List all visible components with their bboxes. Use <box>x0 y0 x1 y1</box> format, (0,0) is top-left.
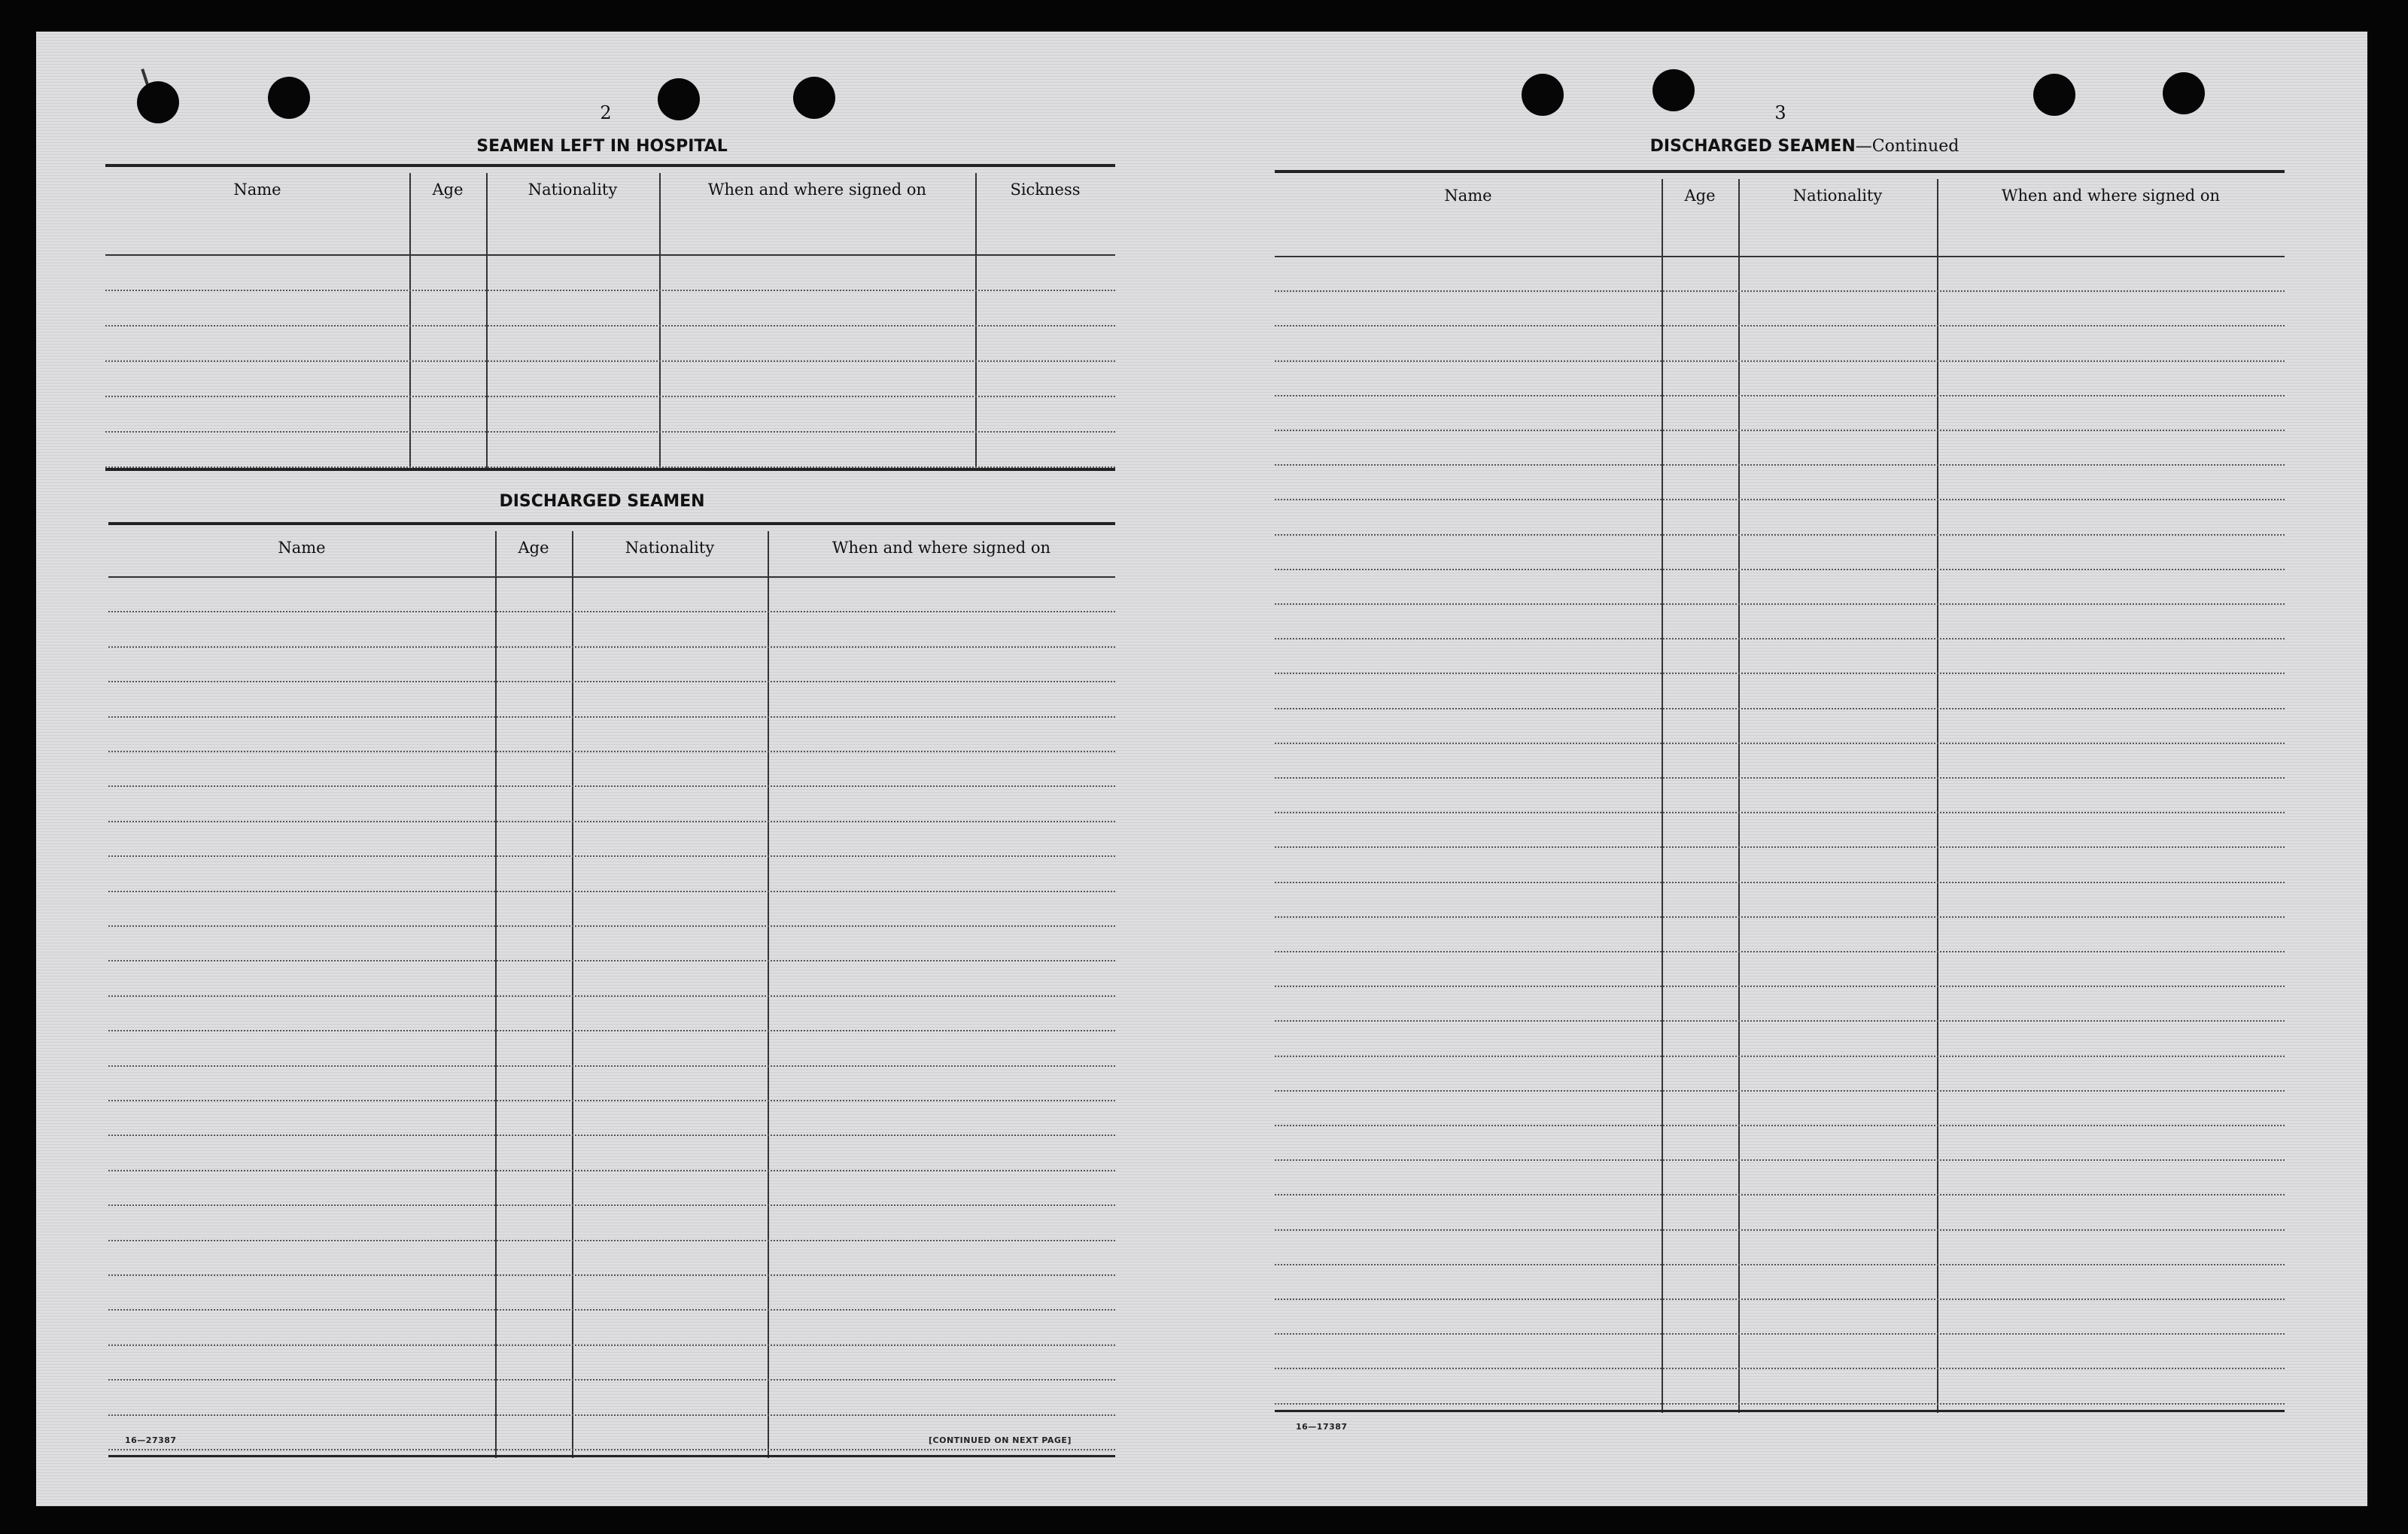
title-rule <box>108 522 1115 525</box>
table-row[interactable] <box>1275 430 2285 431</box>
table-row[interactable] <box>105 360 1115 362</box>
table-row[interactable] <box>1275 1403 2285 1405</box>
table-row[interactable] <box>108 821 1115 822</box>
table-row[interactable] <box>108 855 1115 857</box>
table-row[interactable] <box>1275 499 2285 500</box>
column-header-name: Name <box>1444 187 1492 205</box>
table-row[interactable] <box>1275 986 2285 987</box>
column-header-sickness: Sickness <box>1010 181 1081 199</box>
table-row[interactable] <box>108 1309 1115 1311</box>
column-header-name: Name <box>278 539 326 557</box>
punch-hole <box>137 81 179 123</box>
column-header-when-and-where-signed-on: When and where signed on <box>707 181 927 199</box>
header-rule <box>105 254 1115 256</box>
table-row[interactable] <box>108 1170 1115 1171</box>
table-row[interactable] <box>1275 777 2285 779</box>
table-row[interactable] <box>105 396 1115 397</box>
table-row[interactable] <box>1275 846 2285 848</box>
table-row[interactable] <box>108 1204 1115 1206</box>
table-row[interactable] <box>108 995 1115 997</box>
table-row[interactable] <box>1275 638 2285 639</box>
table-row[interactable] <box>1275 1333 2285 1335</box>
discharged-continued-title <box>1503 137 2105 156</box>
table-row[interactable] <box>1275 1194 2285 1195</box>
table-row[interactable] <box>105 290 1115 291</box>
table-row[interactable] <box>1275 673 2285 674</box>
table-row[interactable] <box>1275 290 2285 292</box>
column-header-when-and-where-signed-on: When and where signed on <box>2001 187 2221 205</box>
table-row[interactable] <box>108 611 1115 612</box>
column-divider <box>659 173 661 471</box>
punch-hole <box>1652 69 1695 111</box>
table-row[interactable] <box>1275 325 2285 327</box>
table-row[interactable] <box>108 1414 1115 1416</box>
column-divider <box>1662 179 1663 1413</box>
column-header-name: Name <box>233 181 281 199</box>
punch-hole <box>1522 74 1564 116</box>
continued-suffix: —Continued <box>1855 137 1960 156</box>
column-header-age: Age <box>1684 187 1716 205</box>
table-row[interactable] <box>1275 812 2285 813</box>
table-row[interactable] <box>108 1240 1115 1241</box>
table-row[interactable] <box>1275 1125 2285 1126</box>
table-row[interactable] <box>108 1030 1115 1031</box>
table-row[interactable] <box>1275 569 2285 570</box>
table-row[interactable] <box>105 325 1115 327</box>
form-number: 16—17387 <box>1296 1422 1348 1432</box>
table-row[interactable] <box>1275 1264 2285 1265</box>
form-sheet <box>36 32 2367 1506</box>
column-divider <box>1937 179 1938 1413</box>
table-row[interactable] <box>1275 360 2285 362</box>
title-rule <box>1275 170 2285 173</box>
continued-note: [CONTINUED ON NEXT PAGE] <box>929 1435 1072 1445</box>
column-header-age: Age <box>432 181 464 199</box>
table-row[interactable] <box>1275 882 2285 883</box>
column-header-nationality: Nationality <box>625 539 715 557</box>
table-row[interactable] <box>108 1065 1115 1067</box>
column-header-when-and-where-signed-on: When and where signed on <box>832 539 1051 557</box>
table-row[interactable] <box>1275 1299 2285 1300</box>
table-row[interactable] <box>108 716 1115 718</box>
table-row[interactable] <box>108 681 1115 682</box>
table-row[interactable] <box>1275 1020 2285 1022</box>
table-row[interactable] <box>1275 743 2285 744</box>
table-row[interactable] <box>1275 1229 2285 1231</box>
column-divider <box>975 173 977 471</box>
header-rule <box>108 576 1115 578</box>
hospital-section-title: SEAMEN LEFT IN HOSPITAL <box>476 137 728 156</box>
column-divider <box>1738 179 1740 1413</box>
discharged-table-right <box>1275 179 2285 1413</box>
table-row[interactable] <box>108 1449 1115 1450</box>
punch-hole <box>268 77 310 119</box>
table-row[interactable] <box>108 1379 1115 1381</box>
column-divider <box>409 173 411 471</box>
table-row[interactable] <box>1275 534 2285 536</box>
table-row[interactable] <box>108 925 1115 927</box>
bottom-rule <box>108 1455 1115 1457</box>
column-header-nationality: Nationality <box>528 181 618 199</box>
table-row[interactable] <box>1275 1159 2285 1161</box>
page-number: 2 <box>600 102 612 123</box>
header-rule <box>1275 256 2285 257</box>
table-row[interactable] <box>1275 603 2285 605</box>
punch-hole <box>658 78 700 120</box>
table-row[interactable] <box>1275 1090 2285 1092</box>
table-row[interactable] <box>108 1274 1115 1276</box>
table-row[interactable] <box>1275 951 2285 952</box>
discharged-title-main: DISCHARGED SEAMEN <box>1649 137 1856 156</box>
section-rule <box>105 468 1115 471</box>
table-row[interactable] <box>1275 395 2285 396</box>
column-header-nationality: Nationality <box>1792 187 1883 205</box>
title-rule <box>105 164 1115 167</box>
column-divider <box>486 173 488 471</box>
discharged-table-left <box>108 531 1115 1458</box>
table-row[interactable] <box>108 1135 1115 1136</box>
table-row[interactable] <box>1275 708 2285 709</box>
form-number: 16—27387 <box>125 1435 177 1445</box>
table-row[interactable] <box>108 1100 1115 1101</box>
punch-hole <box>793 77 835 119</box>
table-row[interactable] <box>108 646 1115 648</box>
punch-hole <box>2163 72 2205 114</box>
table-row[interactable] <box>108 751 1115 752</box>
table-row[interactable] <box>108 1344 1115 1346</box>
table-row[interactable] <box>108 891 1115 892</box>
table-row[interactable] <box>1275 1368 2285 1369</box>
hospital-table <box>105 173 1115 471</box>
discharged-section-title: DISCHARGED SEAMEN <box>499 492 705 511</box>
column-header-age: Age <box>518 539 549 557</box>
table-row[interactable] <box>105 431 1115 433</box>
bottom-rule <box>1275 1410 2285 1412</box>
table-row[interactable] <box>1275 916 2285 918</box>
table-row[interactable] <box>108 960 1115 961</box>
table-row[interactable] <box>1275 464 2285 466</box>
page-number: 3 <box>1774 102 1786 123</box>
table-row[interactable] <box>108 785 1115 787</box>
punch-hole <box>2033 74 2075 116</box>
table-row[interactable] <box>1275 1056 2285 1057</box>
